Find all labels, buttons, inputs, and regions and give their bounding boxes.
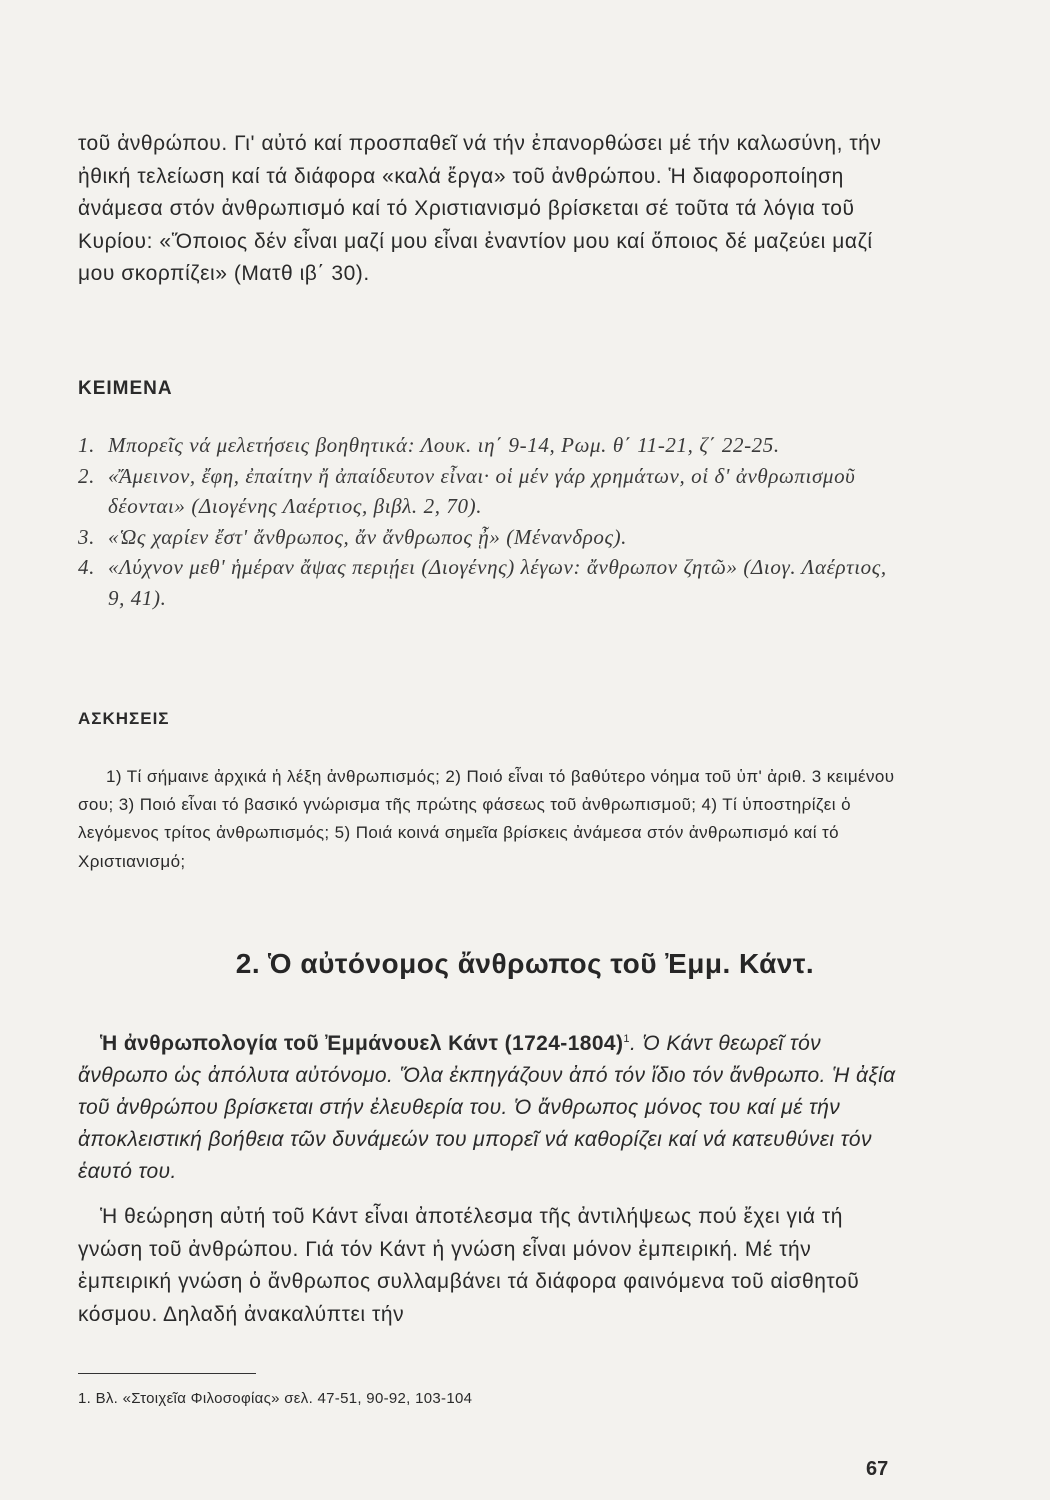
footnote-mark: 1 (623, 1033, 630, 1045)
texts-heading: ΚΕΙΜΕΝΑ (78, 378, 173, 399)
list-item (78, 522, 908, 553)
list-item (78, 430, 908, 461)
page-number: 67 (866, 1458, 889, 1480)
list-item (78, 461, 908, 522)
exercises-heading: ΑΣΚΗΣΕΙΣ (78, 709, 170, 728)
footnote-divider (78, 1373, 256, 1374)
item-text: «Ἄμεινον, ἔφη, ἐπαίτην ἤ ἀπαίδευτον εἶναι· οἱ μέν γάρ χρημάτων, οἱ δ' ἀνθρωπισμοῦ δέονται» (Διογένης Λαέρτιος, βιβλ. 2, 70). (108, 463, 856, 518)
list-item (78, 552, 908, 613)
intro-paragraph: τοῦ ἀνθρώπου. Γι' αὐτό καί προσπαθεῖ νά τήν ἐπανορθώσει μέ τήν καλωσύνη, τήν ἠθική τελείωση καί τά διάφορα «καλά ἔργα» τοῦ ἀνθρώπου. Ἡ διαφοροποίηση ἀνάμεσα στόν ἀνθρωπισμό καί τό Χριστιανισμό βρίσκεται σέ τοῦτα τά λόγια τοῦ Κυρίου: «Ὅποιος δέν εἶναι μαζί μου εἶναι ἐναντίον μου καί ὅποιος δέ μαζεύει μαζί μου σκορπίζει» (Ματθ ιβ΄ 30). (78, 132, 882, 286)
footnote: 1. Βλ. «Στοιχεῖα Φιλοσοφίας» σελ. 47-51, 90-92, 103-104 (78, 1390, 473, 1407)
item-text: Μπορεῖς νά μελετήσεις βοηθητικά: Λουκ. ιη΄ 9-14, Ρωμ. θ΄ 11-21, ζ΄ 22-25. (108, 433, 780, 457)
chapter-title: 2. Ὁ αὐτόνομος ἄνθρωπος τοῦ Ἐμμ. Κάντ. (235, 948, 815, 979)
knowledge-paragraph: Ἡ θεώρηση αὐτή τοῦ Κάντ εἶναι ἀποτέλεσμα τῆς ἀντιλήψεως πού ἔχει γιά τή γνώση τοῦ ἀνθρώπου. Γιά τόν Κάντ ἡ γνώση εἶναι μόνον ἐμπειρική. Μέ τήν ἐμπειρική γνώση ὁ ἄνθρωπος συλλαμβάνει τά διάφορα φαινόμενα τοῦ αἰσθητοῦ κόσμου. Δηλαδή ἀνακαλύπτει τήν (78, 1205, 860, 1326)
exercises-text: 1) Τί σήμαινε ἀρχικά ἡ λέξη ἀνθρωπισμός; 2) Ποιό εἶναι τό βαθύτερο νόημα τοῦ ὑπ' ἀριθ. 3 κειμένου σου; 3) Ποιό εἶναι τό βασικό γνώρισμα τῆς πρώτης φάσεως τοῦ ἀνθρωπισμοῦ; 4) Τί ὑποστηρίζει ὁ λεγόμενος τρίτος ἀνθρωπισμός; 5) Ποιά κοινά σημεῖα βρίσκεις ἀνάμεσα στόν ἀνθρωπισμό καί τό Χριστιανισμό; (78, 767, 895, 871)
item-text: «Ὡς χαρίεν ἔστ' ἄνθρωπος, ἄν ἄνθρωπος ᾖ» (Μένανδρος). (108, 524, 628, 549)
item-number: 4. (78, 555, 95, 579)
texts-list (78, 430, 908, 613)
kant-lead: Ἡ ἀνθρωπολογία τοῦ Ἐμμάνουελ Κάντ (1724-1804) (100, 1032, 624, 1055)
item-number: 1. (78, 433, 95, 457)
kant-paragraph (78, 1023, 908, 1188)
item-number: 3. (78, 524, 95, 549)
item-number: 2. (78, 463, 95, 488)
item-text: «Λύχνον μεθ' ἡμέραν ἄψας περιῄει (Διογένης) λέγων: ἄνθρωπον ζητῶ» (Διογ. Λαέρτιος, 9, 41). (108, 555, 887, 610)
kant-rest: . Ὁ Κάντ θεωρεῖ τόν ἄνθρωπο ὡς ἀπόλυτα αὐτόνομο. Ὅλα ἐκπηγάζουν ἀπό τόν ἴδιο τόν ἄνθρωπο. Ἡ ἀξία τοῦ ἀνθρώπου βρίσκεται στήν ἐλευθερία του. Ὁ ἄνθρωπος μόνος του καί μέ τήν ἀποκλειστική βοήθεια τῶν δυνάμεών του μπορεῖ νά καθορίζει καί νά κατευθύνει τόν ἑαυτό του. (78, 1032, 896, 1183)
